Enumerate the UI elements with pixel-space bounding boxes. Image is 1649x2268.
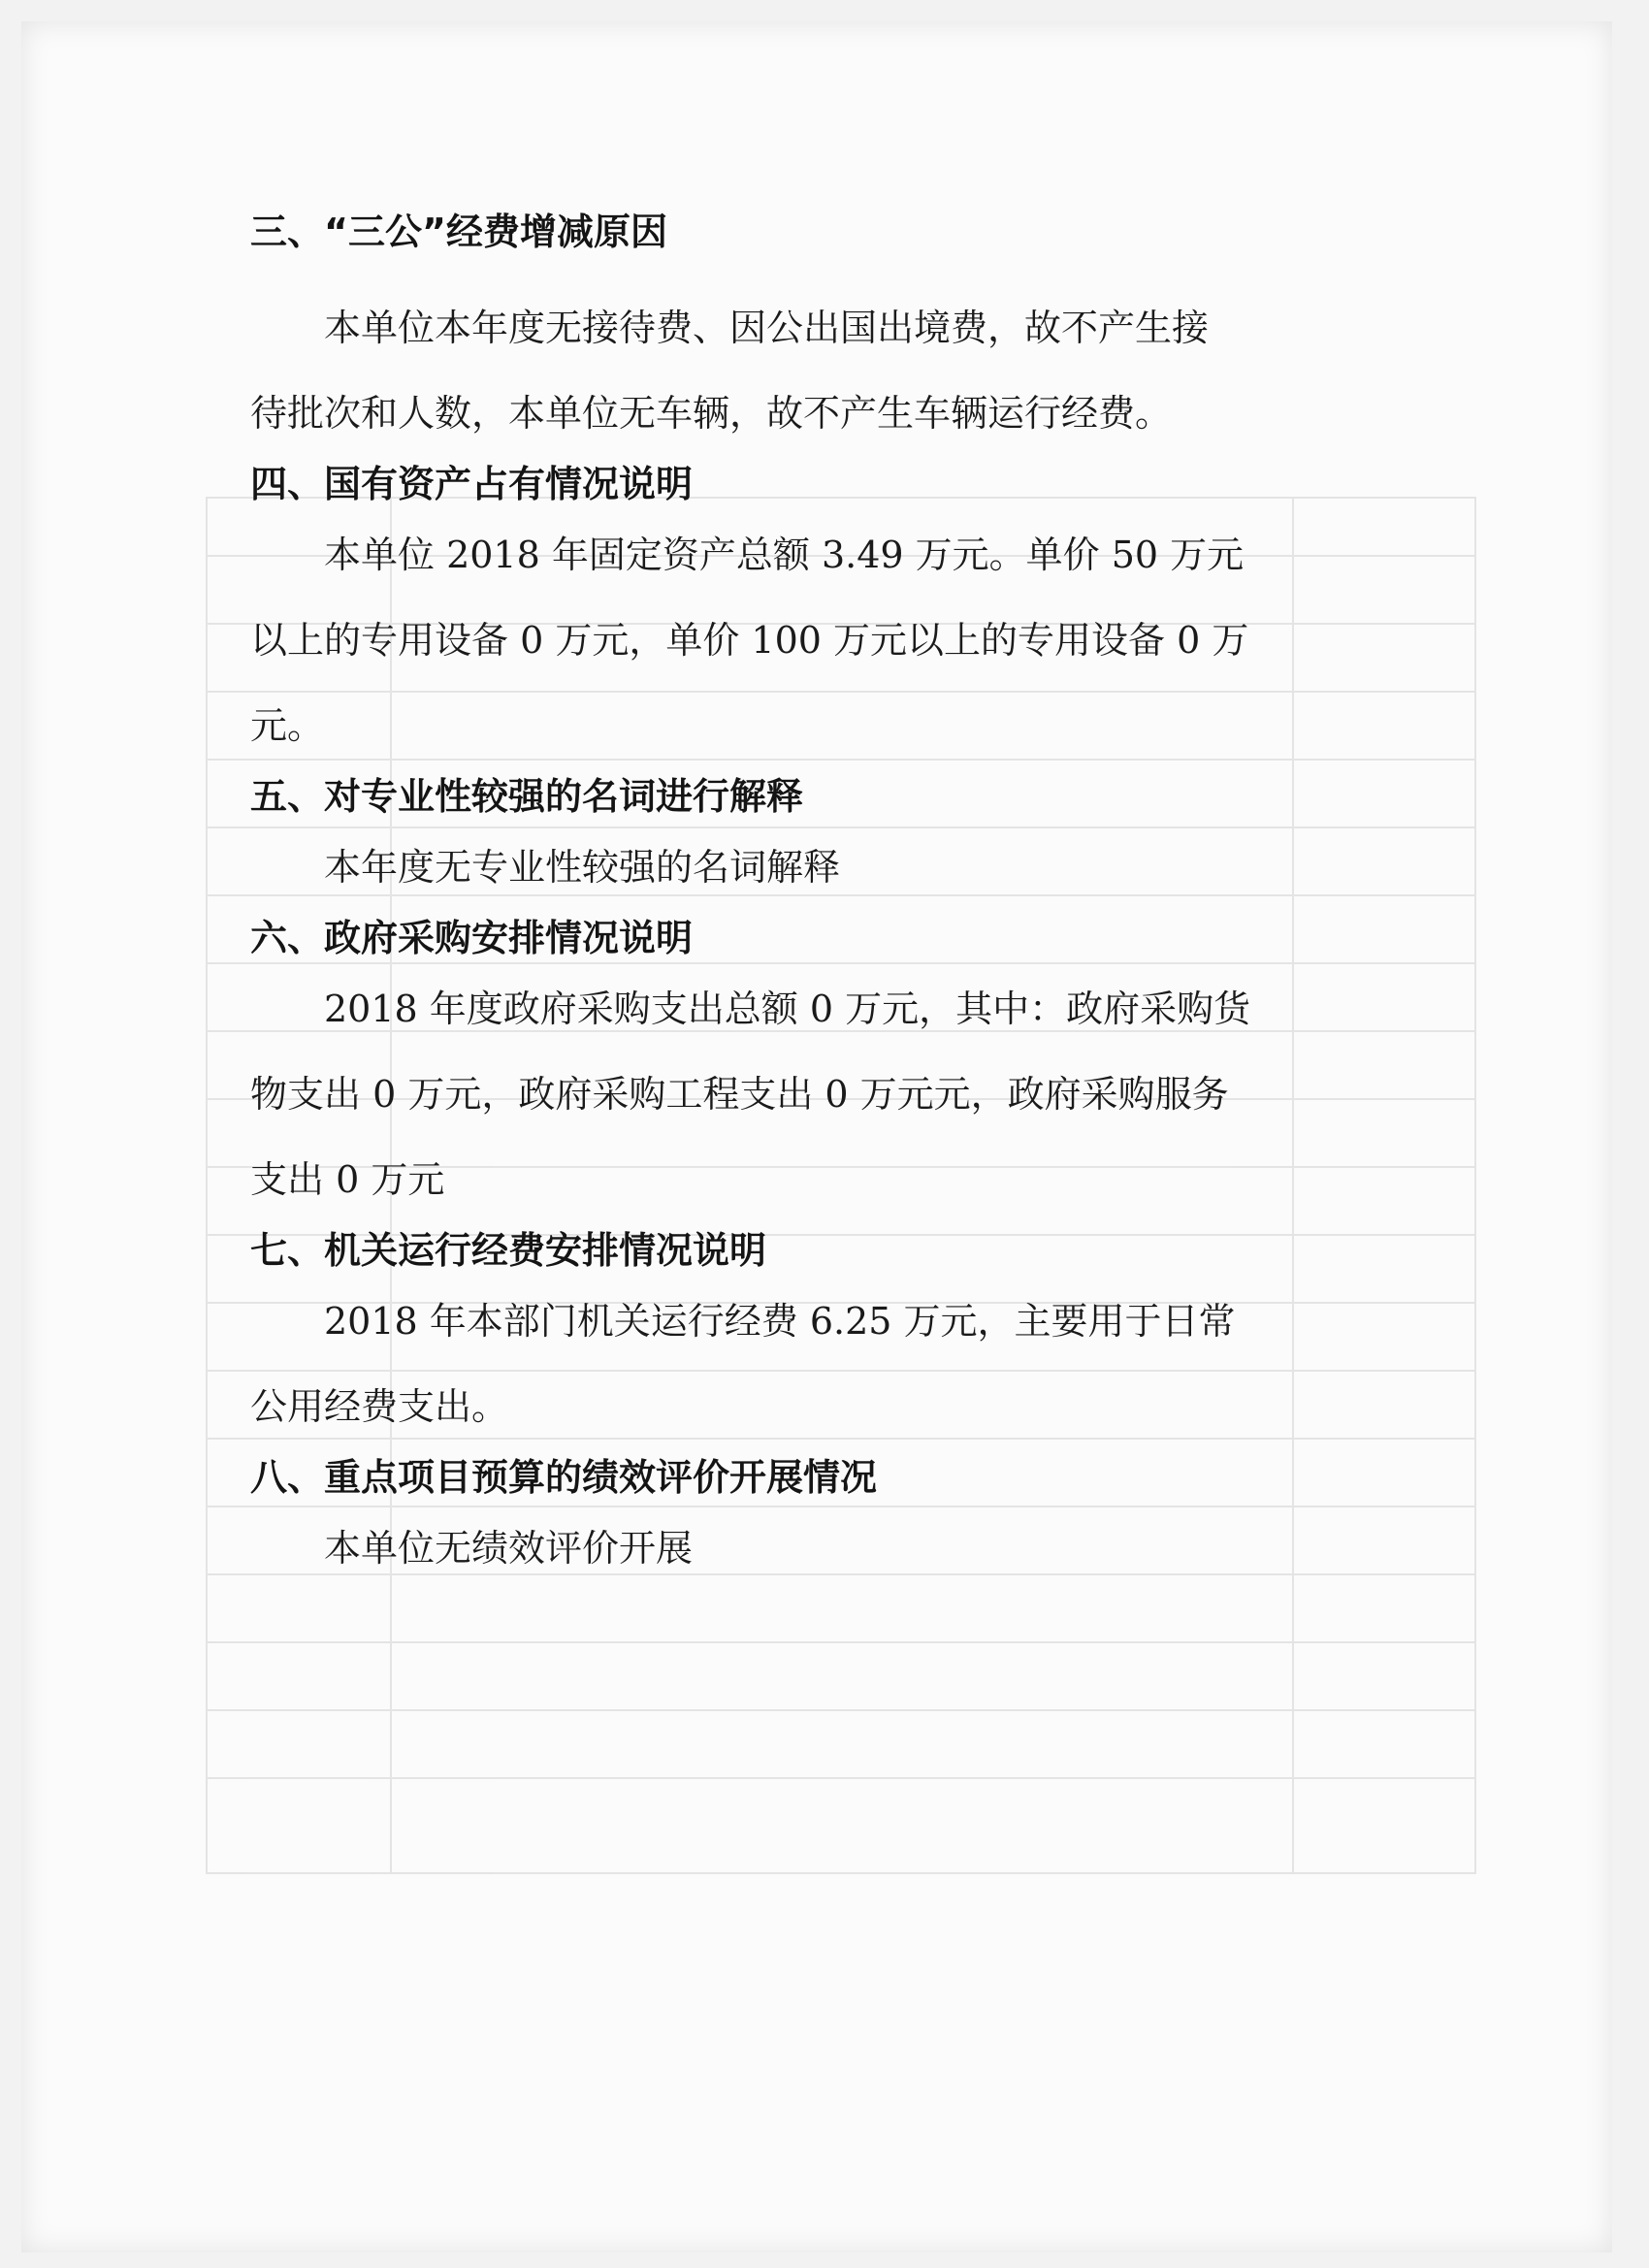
section-heading-5: 五、对专业性较强的名词进行解释 [250,775,804,818]
section-8-line-1: 本单位无绩效评价开展 [324,1527,694,1570]
section-6-line-3: 支出 0 万元 [250,1158,445,1201]
section-5-line-1: 本年度无专业性较强的名词解释 [324,846,841,889]
section-heading-6: 六、政府采购安排情况说明 [250,917,694,959]
document-body [250,204,1375,1591]
section-heading-3: 三、“三公”经费增减原因 [250,211,667,253]
section-4-text [250,512,1375,768]
section-4-line-2: 以上的专用设备 0 万元，单价 100 万元以上的专用设备 0 万 [250,619,1249,662]
section-4-line-3: 元。 [250,704,325,747]
section-5-text [250,825,1375,910]
section-8-text [250,1506,1375,1591]
section-4-line-1: 本单位 2018 年固定资产总额 3.49 万元。单价 50 万元 [324,534,1245,576]
section-6-line-1: 2018 年度政府采购支出总额 0 万元，其中：政府采购货 [324,988,1251,1030]
section-7-line-2: 公用经费支出。 [250,1385,509,1428]
section-heading-8: 八、重点项目预算的绩效评价开展情况 [250,1456,878,1499]
section-3-line-1: 本单位本年度无接待费、因公出国出境费，故不产生接 [324,307,1210,349]
section-3-line-2: 待批次和人数，本单位无车辆，故不产生车辆运行经费。 [250,392,1173,435]
section-3-text [250,285,1375,456]
section-heading-7: 七、机关运行经费安排情况说明 [250,1229,767,1272]
section-7-text [250,1279,1375,1449]
section-heading-4: 四、国有资产占有情况说明 [250,463,694,505]
section-6-text [250,966,1375,1222]
section-6-line-2: 物支出 0 万元，政府采购工程支出 0 万元元，政府采购服务 [250,1073,1229,1116]
section-7-line-1: 2018 年本部门机关运行经费 6.25 万元，主要用于日常 [324,1300,1236,1343]
